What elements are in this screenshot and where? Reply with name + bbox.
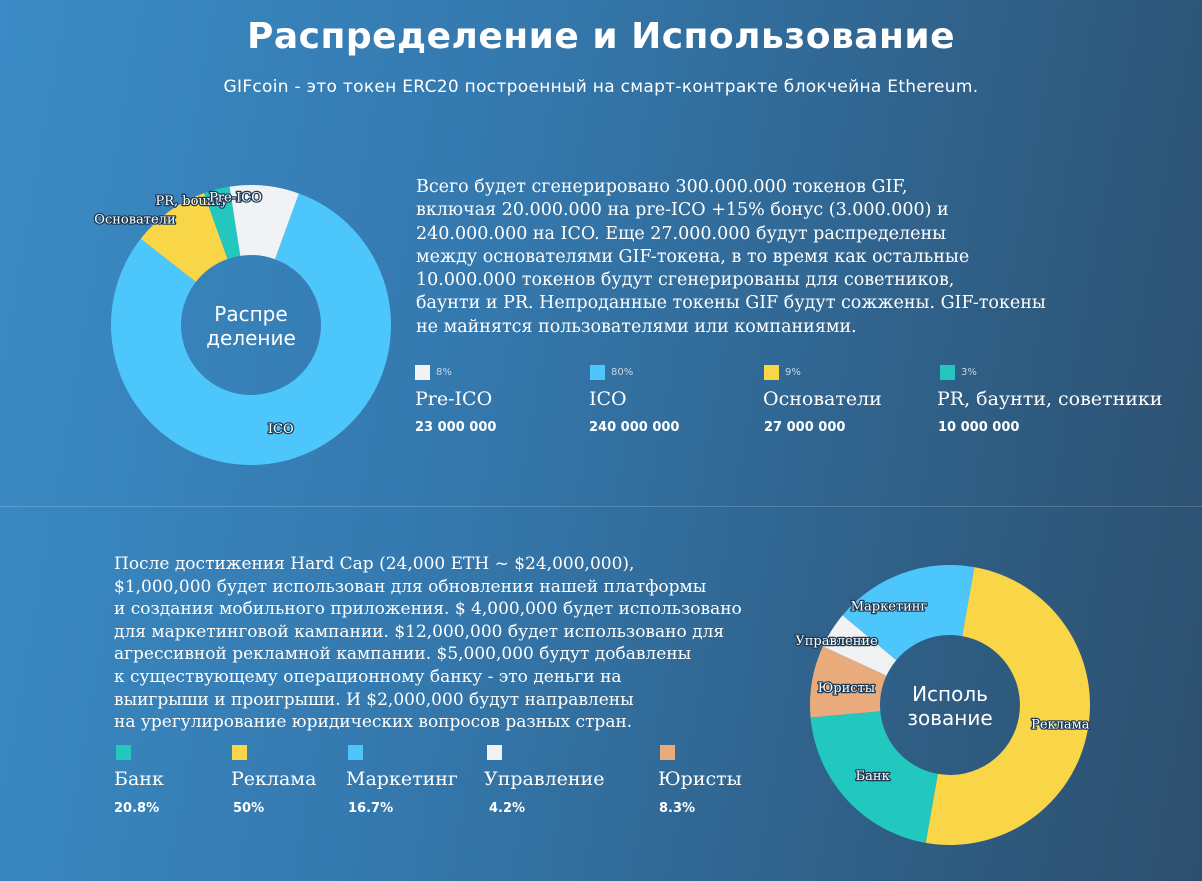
donut-slice-label: Pre-ICO [209, 190, 262, 206]
distribution-line: Всего будет сгенерировано 300.000.000 токенов GIF, [416, 177, 908, 197]
legend-pct-marketing: 16.7% [348, 801, 394, 816]
donut-slice-label: PR, bounty [155, 193, 228, 209]
legend-pct-lawyers: 8.3% [659, 801, 696, 816]
distribution-line: 10.000.000 токенов будут сгенерированы для советников, [416, 270, 955, 291]
legend-pct-pr: 3% [961, 367, 977, 378]
distribution-line: между основателями GIF-токена, в то время как остальные [416, 246, 970, 267]
page-subtitle: GIFcoin - это токен ERC20 построенный на смарт-контракте блокчейна Ethereum. [223, 77, 979, 97]
legend-pct-preico: 8% [436, 367, 452, 378]
usage-line: После достижения Hard Cap (24,000 ETH ~ $24,000,000), [114, 554, 635, 574]
distribution-line: 240.000.000 на ICO. Еще 27.000.000 будут распределены [416, 223, 947, 244]
usage-line: выигрыши и проигрыши. И $2,000,000 будут направлены [114, 689, 634, 710]
chart-distribution [94, 185, 391, 465]
donut-center-label: зование [907, 706, 993, 730]
usage-line: для маркетинговой кампании. $12,000,000 будет использовано для [114, 621, 725, 642]
donut-center-label: деление [206, 326, 296, 350]
usage-line: и создания мобильного приложения. $ 4,000,000 будет использовано [114, 599, 742, 620]
legend-value-preico: 23 000 000 [415, 420, 497, 435]
legend-name-founders: Основатели [763, 388, 882, 410]
legend-name-pr: PR, баунти, советники [937, 388, 1163, 410]
usage-line: агрессивной рекламной кампании. $5,000,000 будут добавлены [114, 644, 692, 665]
legend-pct-ads: 50% [233, 801, 265, 816]
donut-slice-label: ICO [267, 421, 294, 437]
legend-name-management: Управление [484, 768, 605, 790]
legend-name-preico: Pre-ICO [415, 388, 493, 410]
legend-pct-founders: 9% [785, 367, 801, 378]
legend-name-bank: Банк [114, 768, 164, 790]
legend-value-ico: 240 000 000 [589, 420, 680, 435]
donut-slice-label: Управление [795, 633, 878, 649]
donut-slice-label: Реклама [1031, 717, 1090, 733]
usage-line: $1,000,000 будет использован для обновления нашей платформы [114, 576, 707, 597]
usage-line: к существующему операционному банку - это деньги на [114, 666, 622, 687]
legend-pct-ico: 80% [611, 367, 634, 378]
legend-name-ico: ICO [589, 388, 627, 410]
donut-center-label: Распре [214, 302, 288, 326]
legend-name-lawyers: Юристы [658, 768, 742, 790]
donut-slice-label: Основатели [94, 212, 176, 228]
distribution-line: баунти и PR. Непроданные токены GIF будут сожжены. GIF-токены [416, 293, 1046, 314]
legend-name-ads: Реклама [231, 768, 317, 790]
distribution-line: включая 20.000.000 на pre-ICO +15% бонус (3.000.000) и [416, 200, 949, 221]
chart-usage [795, 565, 1090, 845]
usage-line: на урегулирование юридических вопросов разных стран. [114, 712, 633, 733]
legend-value-pr: 10 000 000 [938, 420, 1020, 435]
donut-slice-label: Маркетинг [850, 599, 928, 615]
legend-name-marketing: Маркетинг [346, 768, 458, 790]
donut-slice-label: Банк [855, 769, 890, 785]
legend-pct-management: 4.2% [489, 801, 526, 816]
legend-pct-bank: 20.8% [114, 801, 160, 816]
distribution-line: не майнятся пользователями или компаниями. [416, 316, 857, 337]
page-title: Распределение и Использование [246, 16, 956, 57]
donut-center-label: Исполь [912, 682, 988, 706]
donut-slice-label: Юристы [817, 680, 876, 696]
legend-value-founders: 27 000 000 [764, 420, 846, 435]
